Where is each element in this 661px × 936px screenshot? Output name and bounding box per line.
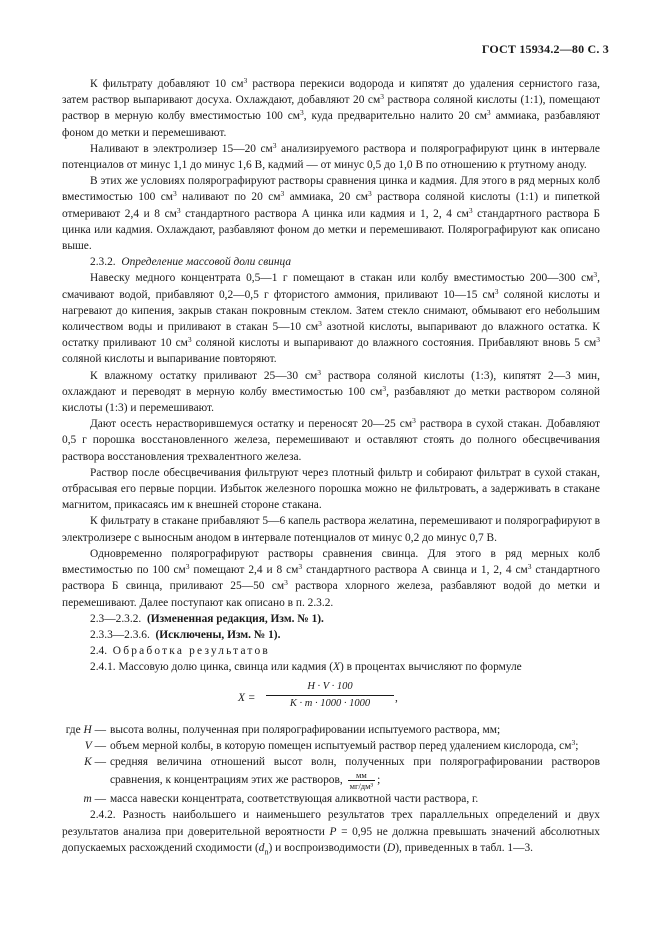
formula-fraction: [266, 680, 394, 711]
paragraph: Раствор после обесцвечивания фильтруют через плотный фильтр и собирают фильтрат в сухой стакан, отбрасывая его первые порции. Избыток железного порошка можно не фильтровать, а задерживать в стакане магнитом, прикасаясь им к внешней стороне стакана.: [62, 466, 600, 512]
paragraph: Навеску медного концентрата 0,5—1 г помещают в стакан или колбу вместимостью 200—300 $см^3$, смачивают водой, прибавляют 0,2—0,5 г фтористого аммония, приливают 10—15 $см^3$ соляной кислоты и нагревают до кипения, закрыв стакан покровным стеклом. Затем стекло снимают, обмывают его небольшим количеством воды и приливают в стакан 5—10 $см^3$ азотной кислоты, выпаривают до влажного остатка. К остатку приливают 10 $см^3$ соляной кислоты и выпаривают до влажного состояния. Прибавляют вновь 5 $см^3$ соляной кислоты и выпаривание повторяют.: [62, 270, 600, 366]
section-heading: 2.3.2. Определение массовой доли свинца: [90, 256, 292, 269]
paragraph: 2.4.1. Массовую долю цинка, свинца или кадмия (X) в процентах вычисляют по формуле: [90, 661, 522, 674]
formula-lhs: X =: [238, 691, 256, 704]
paragraph: В этих же условиях полярографируют растворы сравнения цинка и кадмия. Для этого в ряд мерных колб вместимостью 100 $см^3$ наливают по 20 $см^3$ аммиака, 20 $см^3$ раствора соляной кислоты (1:1) и пипеткой отмеривают 2,4 и 8 $см^3$ стандартного раствора А цинка или кадмия и 1, 2, 4 $см^3$ стандартного раствора Б цинка или кадмия. Охлаждают, разбавляют фоном до метки и перемешивают. Полярографируют как описано выше.: [62, 175, 600, 253]
definition-item: где H — высота волны, полученная при полярографировании испытуемого раствора, мм;: [65, 723, 501, 736]
paragraph: Одновременно полярографируют растворы сравнения свинца. Для этого в ряд мерных колб вместимостью по 100 $см^3$ помещают 2,4 и 8 $см^3$ стандартного раствора А свинца и 1, 2, 4 $см^3$ стандартного раствора Б свинца, приливают 25—50 $см^3$ раствора хлорного железа, разбавляют водой до метки и перемешивают. Далее поступают как описано в п. 2.3.2.: [62, 547, 600, 609]
amendment-note: 2.3.3—2.3.6. (Исключены, Изм. № 1).: [90, 628, 281, 641]
definition-item: m — масса навески концентрата, соответствующая аликвотной части раствора, г.: [83, 793, 479, 806]
formula-denominator: K · m · 1000 · 1000: [289, 697, 371, 709]
paragraph: Наливают в электролизер 15—20 $см^3$ анализируемого раствора и полярографируют цинк в интервале потенциалов от минус 1,1 до минус 1,6 В, кадмий — от минус 0,5 до 1,0 В по отношению к ртутному аноду.: [62, 140, 600, 172]
paragraph: Дают осесть нерастворившемуся остатку и переносят 20—25 $см^3$ раствора в сухой стакан. Добавляют 0,5 г порошка восстановленного железа, перемешивают и оставляют стоять до полного обесцвечивания раствора восстановления трехвалентного железа.: [62, 416, 600, 463]
paragraph: К фильтрату в стакане прибавляют 5—6 капель раствора желатина, перемешивают и полярографируют в электролизере с выносным анодом в интервале потенциалов от минус 0,2 до минус 0,7 В.: [62, 515, 600, 544]
amendment-note: 2.3—2.3.2. (Измененная редакция, Изм. № 1).: [90, 612, 324, 625]
document-body: [62, 76, 600, 856]
section-heading: 2.4. Обработка результатов: [90, 645, 270, 658]
page-header: ГОСТ 15934.2—80 С. 3: [481, 42, 609, 56]
paragraph: 2.4.2. Разность наибольшего и наименьшего результатов трех параллельных определений и двух результатов анализа при доверительной вероятности P = 0,95 не должна превышать значений абсолютных допускаемых расхождений сходимости $(d_n)$ и воспроизводимости (D), приведенных в табл. 1—3.: [62, 809, 600, 857]
formula: X = $\frac{H \cdot V \cdot 100}{K \cdot m \cdot 1000 \cdot 1000}$ ,: [238, 680, 398, 709]
unit-fraction: мм мг/дм³: [349, 770, 374, 792]
definition-item: K — средняя величина отношений высот волн, полученных при полярографировании растворов сравнения, к концентрациям этих же растворов, мм мг/дм³ ;: [84, 755, 600, 792]
formula-numerator: H · V · 100: [266, 680, 394, 696]
paragraph: К фильтрату добавляют 10 $см^3$ раствора перекиси водорода и кипятят до удаления сернистого газа, затем раствор выпаривают досуха. Охлаждают, добавляют 20 $см^3$ раствора соляной кислоты (1:1), помещают раствор в мерную колбу вместимостью 100 $см^3$, куда предварительно налито 20 $см^3$ аммиака, разбавляют фоном до метки и перемешивают.: [62, 76, 601, 139]
definition-item: V — объем мерной колбы, в которую помещен испытуемый раствор перед удалением кислорода, $см^3$;: [84, 737, 579, 752]
paragraph: К влажному остатку приливают 25—30 $см^3$ раствора соляной кислоты (1:3), кипятят 2—3 мин, охлаждают и переводят в мерную колбу вместимостью 100 $см^3$, разбавляют до метки раствором соляной кислоты (1:3) и перемешивают.: [62, 367, 600, 415]
